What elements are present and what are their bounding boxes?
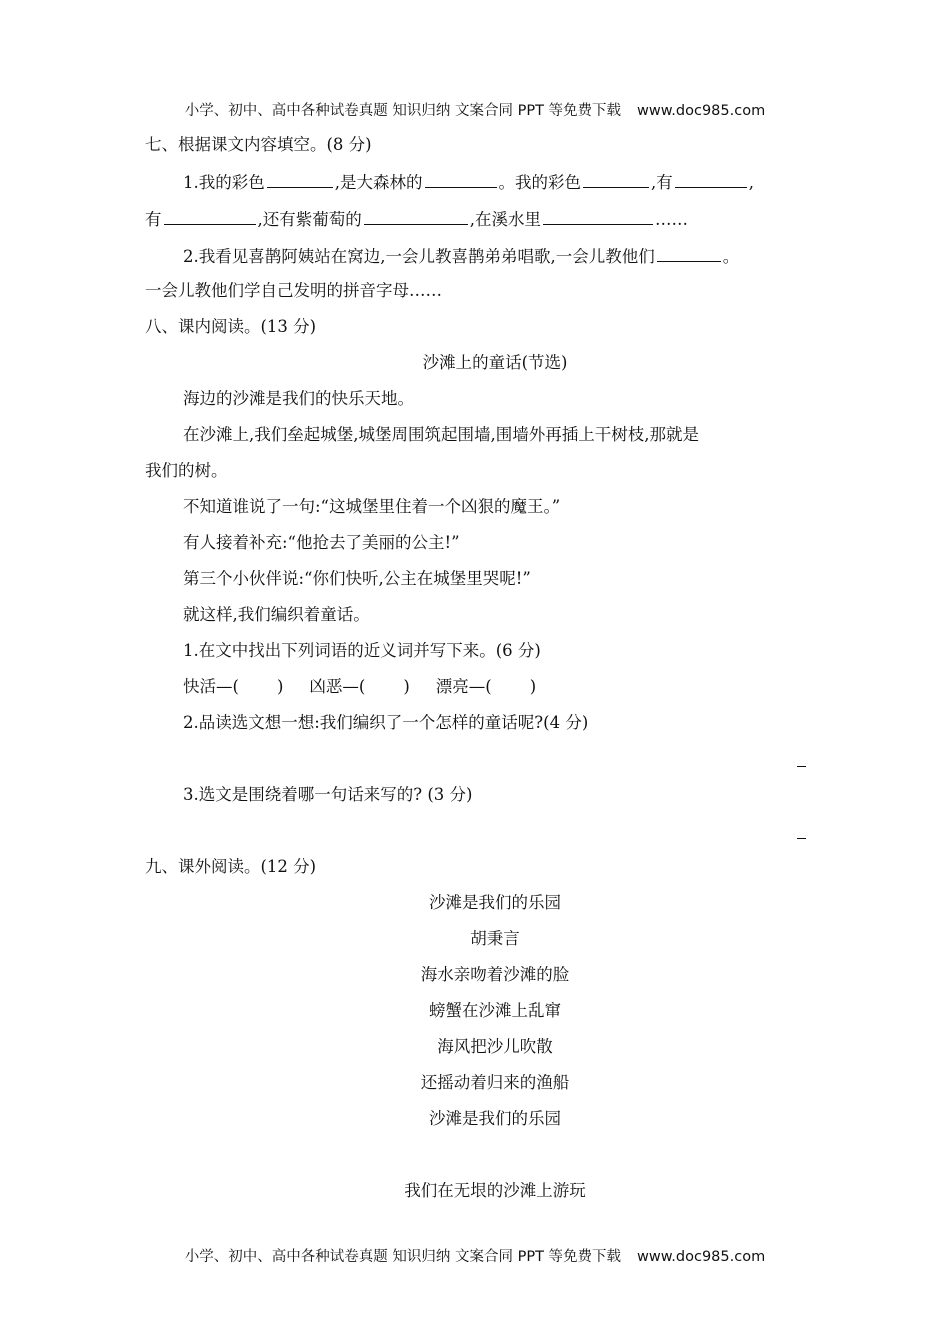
passage-paragraph: 第三个小伙伴说:“你们快听,公主在城堡里哭呢!” bbox=[183, 569, 531, 588]
text: ) bbox=[276, 677, 284, 696]
header-text: 小学、初中、高中各种试卷真题 知识归纳 文案合同 PPT 等免费下载 bbox=[184, 103, 622, 119]
section7-q2-line2: 一会儿教他们学自己发明的拼音字母…… bbox=[145, 281, 442, 300]
text: ,有 bbox=[651, 173, 673, 192]
poem-line: 沙滩是我们的乐园 bbox=[429, 1109, 561, 1128]
synonym-row bbox=[183, 676, 853, 698]
text: ,是大森林的 bbox=[334, 173, 423, 192]
section8-title: 八、课内阅读。(13 分) bbox=[145, 317, 317, 336]
section8-question-1: 1.在文中找出下列词语的近义词并写下来。(6 分) bbox=[183, 641, 541, 660]
section9-title: 九、课外阅读。(12 分) bbox=[145, 857, 317, 876]
section7-q1-line2 bbox=[145, 207, 815, 231]
section7-title: 七、根据课文内容填空。(8 分) bbox=[145, 135, 372, 154]
footer-text: 小学、初中、高中各种试卷真题 知识归纳 文案合同 PPT 等免费下载 bbox=[184, 1249, 622, 1265]
passage-paragraph: 我们的树。 bbox=[145, 461, 228, 480]
passage-paragraph: 不知道谁说了一句:“这城堡里住着一个凶狠的魔王。” bbox=[183, 497, 561, 516]
section8-question-2: 2.品读选文想一想:我们编织了一个怎样的童话呢?(4 分) bbox=[183, 713, 589, 732]
poem-title: 沙滩是我们的乐园 bbox=[429, 893, 561, 912]
footer-url: www.doc985.com bbox=[637, 1249, 766, 1265]
text: …… bbox=[655, 210, 688, 229]
header-url: www.doc985.com bbox=[637, 103, 766, 119]
text: ,还有紫葡萄的 bbox=[257, 210, 362, 229]
answer-line-end[interactable] bbox=[797, 766, 806, 767]
passage-paragraph: 在沙滩上,我们垒起城堡,城堡周围筑起围墙,围墙外再插上干树枝,那就是 bbox=[183, 425, 699, 444]
poem-author: 胡秉言 bbox=[470, 929, 520, 948]
section7-q2-line1 bbox=[183, 244, 853, 268]
poem-line: 海风把沙儿吹散 bbox=[437, 1037, 553, 1056]
answer-blank[interactable] bbox=[657, 244, 721, 262]
text: ) bbox=[403, 677, 410, 696]
section8-question-3: 3.选文是围绕着哪一句话来写的? (3 分) bbox=[183, 785, 473, 804]
synonym-item: 漂亮—( bbox=[435, 677, 492, 696]
answer-blank[interactable] bbox=[425, 170, 497, 188]
answer-blank[interactable] bbox=[267, 170, 333, 188]
poem-line: 还摇动着归来的渔船 bbox=[420, 1073, 570, 1092]
answer-blank[interactable] bbox=[164, 207, 256, 225]
page-header bbox=[0, 99, 950, 120]
answer-blank[interactable] bbox=[364, 207, 468, 225]
text: 2.我看见喜鹊阿姨站在窝边,一会儿教喜鹊弟弟唱歌,一会儿教他们 bbox=[183, 247, 655, 266]
poem-line: 螃蟹在沙滩上乱窜 bbox=[429, 1001, 561, 1020]
passage-paragraph: 就这样,我们编织着童话。 bbox=[183, 605, 370, 624]
passage-paragraph: 海边的沙滩是我们的快乐天地。 bbox=[183, 389, 414, 408]
page-footer bbox=[0, 1245, 950, 1266]
text: ) bbox=[529, 677, 537, 696]
poem-line: 我们在无垠的沙滩上游玩 bbox=[404, 1181, 586, 1200]
synonym-item: 凶恶—( bbox=[309, 677, 366, 696]
answer-blank[interactable] bbox=[543, 207, 653, 225]
text: 1.我的彩色 bbox=[183, 173, 265, 192]
answer-blank[interactable] bbox=[675, 170, 747, 188]
text: , bbox=[748, 173, 754, 192]
text: 有 bbox=[145, 210, 162, 229]
text: 。 bbox=[722, 247, 740, 266]
synonym-item: 快活—( bbox=[183, 677, 239, 696]
passage-paragraph: 有人接着补充:“他抢去了美丽的公主!” bbox=[183, 533, 460, 552]
text: ,在溪水里 bbox=[469, 210, 541, 229]
answer-line-end[interactable] bbox=[797, 838, 806, 839]
text: 。我的彩色 bbox=[498, 173, 581, 192]
passage-title: 沙滩上的童话(节选) bbox=[422, 353, 568, 372]
poem-line: 海水亲吻着沙滩的脸 bbox=[420, 965, 570, 984]
answer-blank[interactable] bbox=[583, 170, 649, 188]
section7-q1-line1 bbox=[183, 170, 853, 194]
